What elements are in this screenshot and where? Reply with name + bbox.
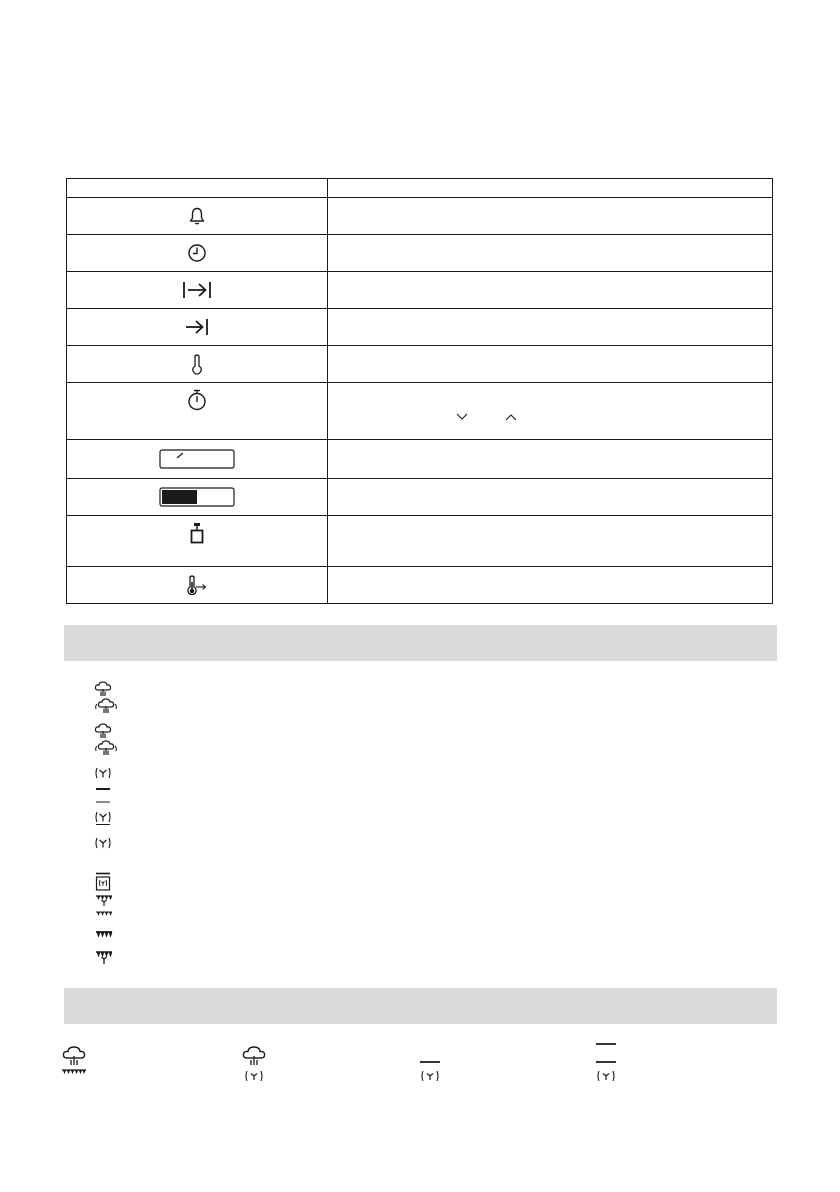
row-description [328,346,773,383]
end-time-icon [184,317,210,337]
food-sensor-icon [186,574,208,596]
row-description [328,567,773,604]
row-description [328,479,773,516]
section-header-heating-functions [64,625,777,661]
list-item [94,787,126,791]
steam-large-icon [94,697,118,715]
bell-icon [188,206,206,226]
table-row [67,198,773,235]
duration-icon [181,280,213,300]
symbols-table [66,178,773,604]
list-item [94,950,128,966]
list-item [94,739,132,757]
indicator-bar-empty [159,449,235,469]
clock-icon [187,243,207,263]
symbol-cell [67,383,328,440]
steam-fan-combo-icon [240,1045,268,1087]
table-row [67,516,773,567]
fan-icon [94,836,112,850]
combo-item [417,1060,443,1088]
temperature-icon [190,353,204,375]
list-item [94,836,126,850]
section-header-combinations [64,988,777,1024]
list-item [94,800,126,804]
symbol-cell [67,235,328,272]
list-item [94,894,128,908]
list-item [94,810,126,826]
arrow-down-icon [456,413,468,421]
table-row [67,346,773,383]
table-header-row [67,179,773,198]
list-item [94,872,126,892]
list-item [94,697,132,715]
grill-fan-icon [94,894,114,908]
combo-item [593,1042,619,1088]
symbol-cell [67,567,328,604]
grill-thin-icon [94,910,114,918]
list-item [94,930,128,938]
fan-icon [94,766,112,780]
combo-item [60,1045,88,1075]
symbol-cell [67,309,328,346]
grill-fan-frame-icon [94,872,112,892]
top-heat-thin-icon [94,800,112,804]
grill-fan-bottom-icon [94,950,114,966]
symbol-cell [67,479,328,516]
steam-small-icon [94,723,112,739]
stopwatch-icon [187,389,207,411]
table-row [67,479,773,516]
table-row [67,383,773,440]
row-description [328,516,773,567]
fan-bottom-heat-icon [94,810,112,826]
row-description [328,272,773,309]
steam-large-icon [94,739,118,757]
symbol-cell [67,198,328,235]
combo-item [240,1045,268,1087]
indicator-bar-half [159,487,235,507]
header-description [328,179,773,198]
steam-grill-combo-icon [60,1045,88,1075]
top-heat-icon [94,787,112,791]
table-row [67,567,773,604]
symbol-cell [67,516,328,567]
symbol-cell [67,440,328,479]
table-row [67,309,773,346]
row-description [328,440,773,479]
grill-icon [94,930,114,938]
list-item [94,723,126,739]
row-description [328,235,773,272]
arrow-up-icon [505,413,517,421]
symbol-cell [67,272,328,309]
row-description [328,309,773,346]
list-item [94,910,128,918]
list-item [94,681,126,697]
water-tank-icon [189,522,205,546]
table-row [67,235,773,272]
row-description [328,383,773,440]
header-symbol [67,179,328,198]
top-bottom-fan-combo-icon [593,1042,619,1088]
table-row [67,272,773,309]
bottom-fan-combo-icon [417,1060,443,1088]
list-item [94,766,126,780]
table-row [67,440,773,479]
symbol-cell [67,346,328,383]
row-description [328,198,773,235]
steam-small-icon [94,681,112,697]
